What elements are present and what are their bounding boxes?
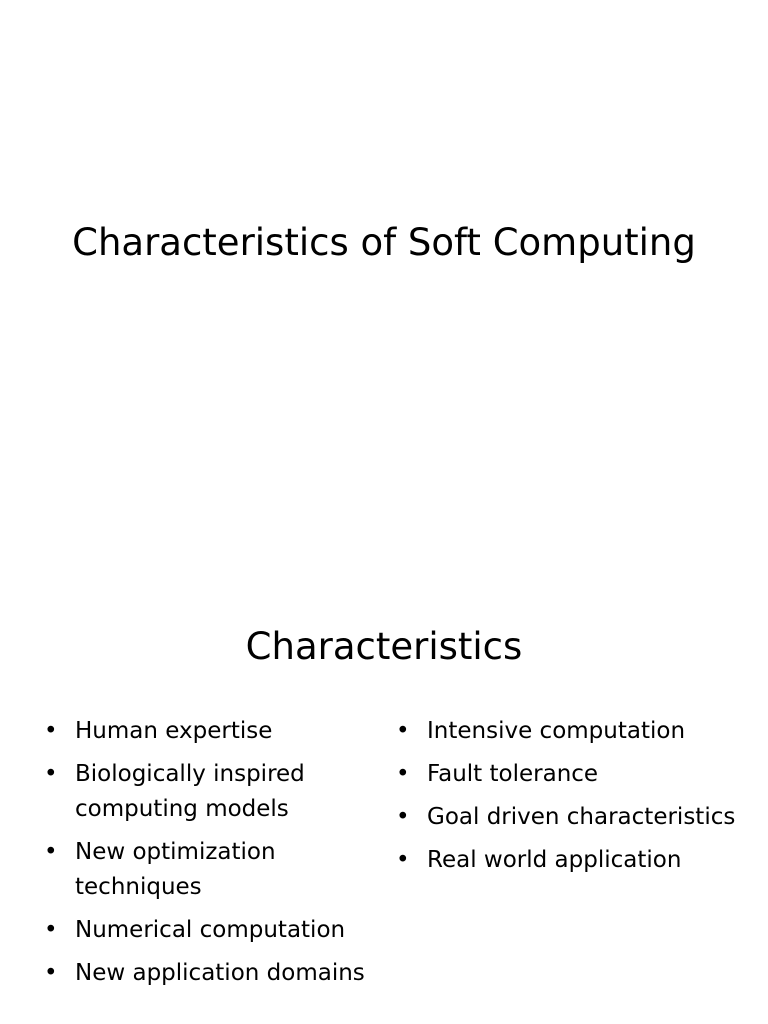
list-item — [42, 913, 372, 948]
page-title: Characteristics of Soft Computing — [72, 221, 696, 264]
bullet-icon: • — [44, 839, 58, 865]
bullet-icon: • — [396, 847, 410, 873]
list-item — [394, 800, 754, 835]
slide-heading: Characteristics — [245, 625, 523, 668]
bullet-icon: • — [396, 718, 410, 744]
list-item — [42, 714, 372, 749]
list-item — [394, 757, 754, 792]
bullet-text: Real world application — [427, 847, 682, 873]
list-item — [394, 843, 754, 878]
bullet-icon: • — [44, 718, 58, 744]
bullet-text: New optimization techniques — [75, 839, 276, 900]
bullet-text: Intensive computation — [427, 718, 686, 744]
bullet-text: Fault tolerance — [427, 761, 599, 787]
bullet-text: Goal driven characteristics — [427, 804, 736, 830]
bullet-icon: • — [396, 804, 410, 830]
bullet-text: Human expertise — [75, 718, 273, 744]
bullet-text: Biologically inspired computing models — [75, 761, 305, 822]
list-item — [394, 714, 754, 749]
bullet-icon: • — [44, 960, 58, 986]
bullet-icon: • — [44, 761, 58, 787]
bullet-text: Numerical computation — [75, 917, 346, 943]
bullet-text: New application domains — [75, 960, 365, 986]
bullet-icon: • — [396, 761, 410, 787]
list-item — [42, 956, 372, 991]
list-item — [42, 757, 372, 827]
bullet-icon: • — [44, 917, 58, 943]
bullet-list-left — [42, 714, 372, 999]
list-item — [42, 835, 372, 905]
slide-characteristics — [0, 512, 768, 1024]
bullet-list-right — [394, 714, 754, 886]
